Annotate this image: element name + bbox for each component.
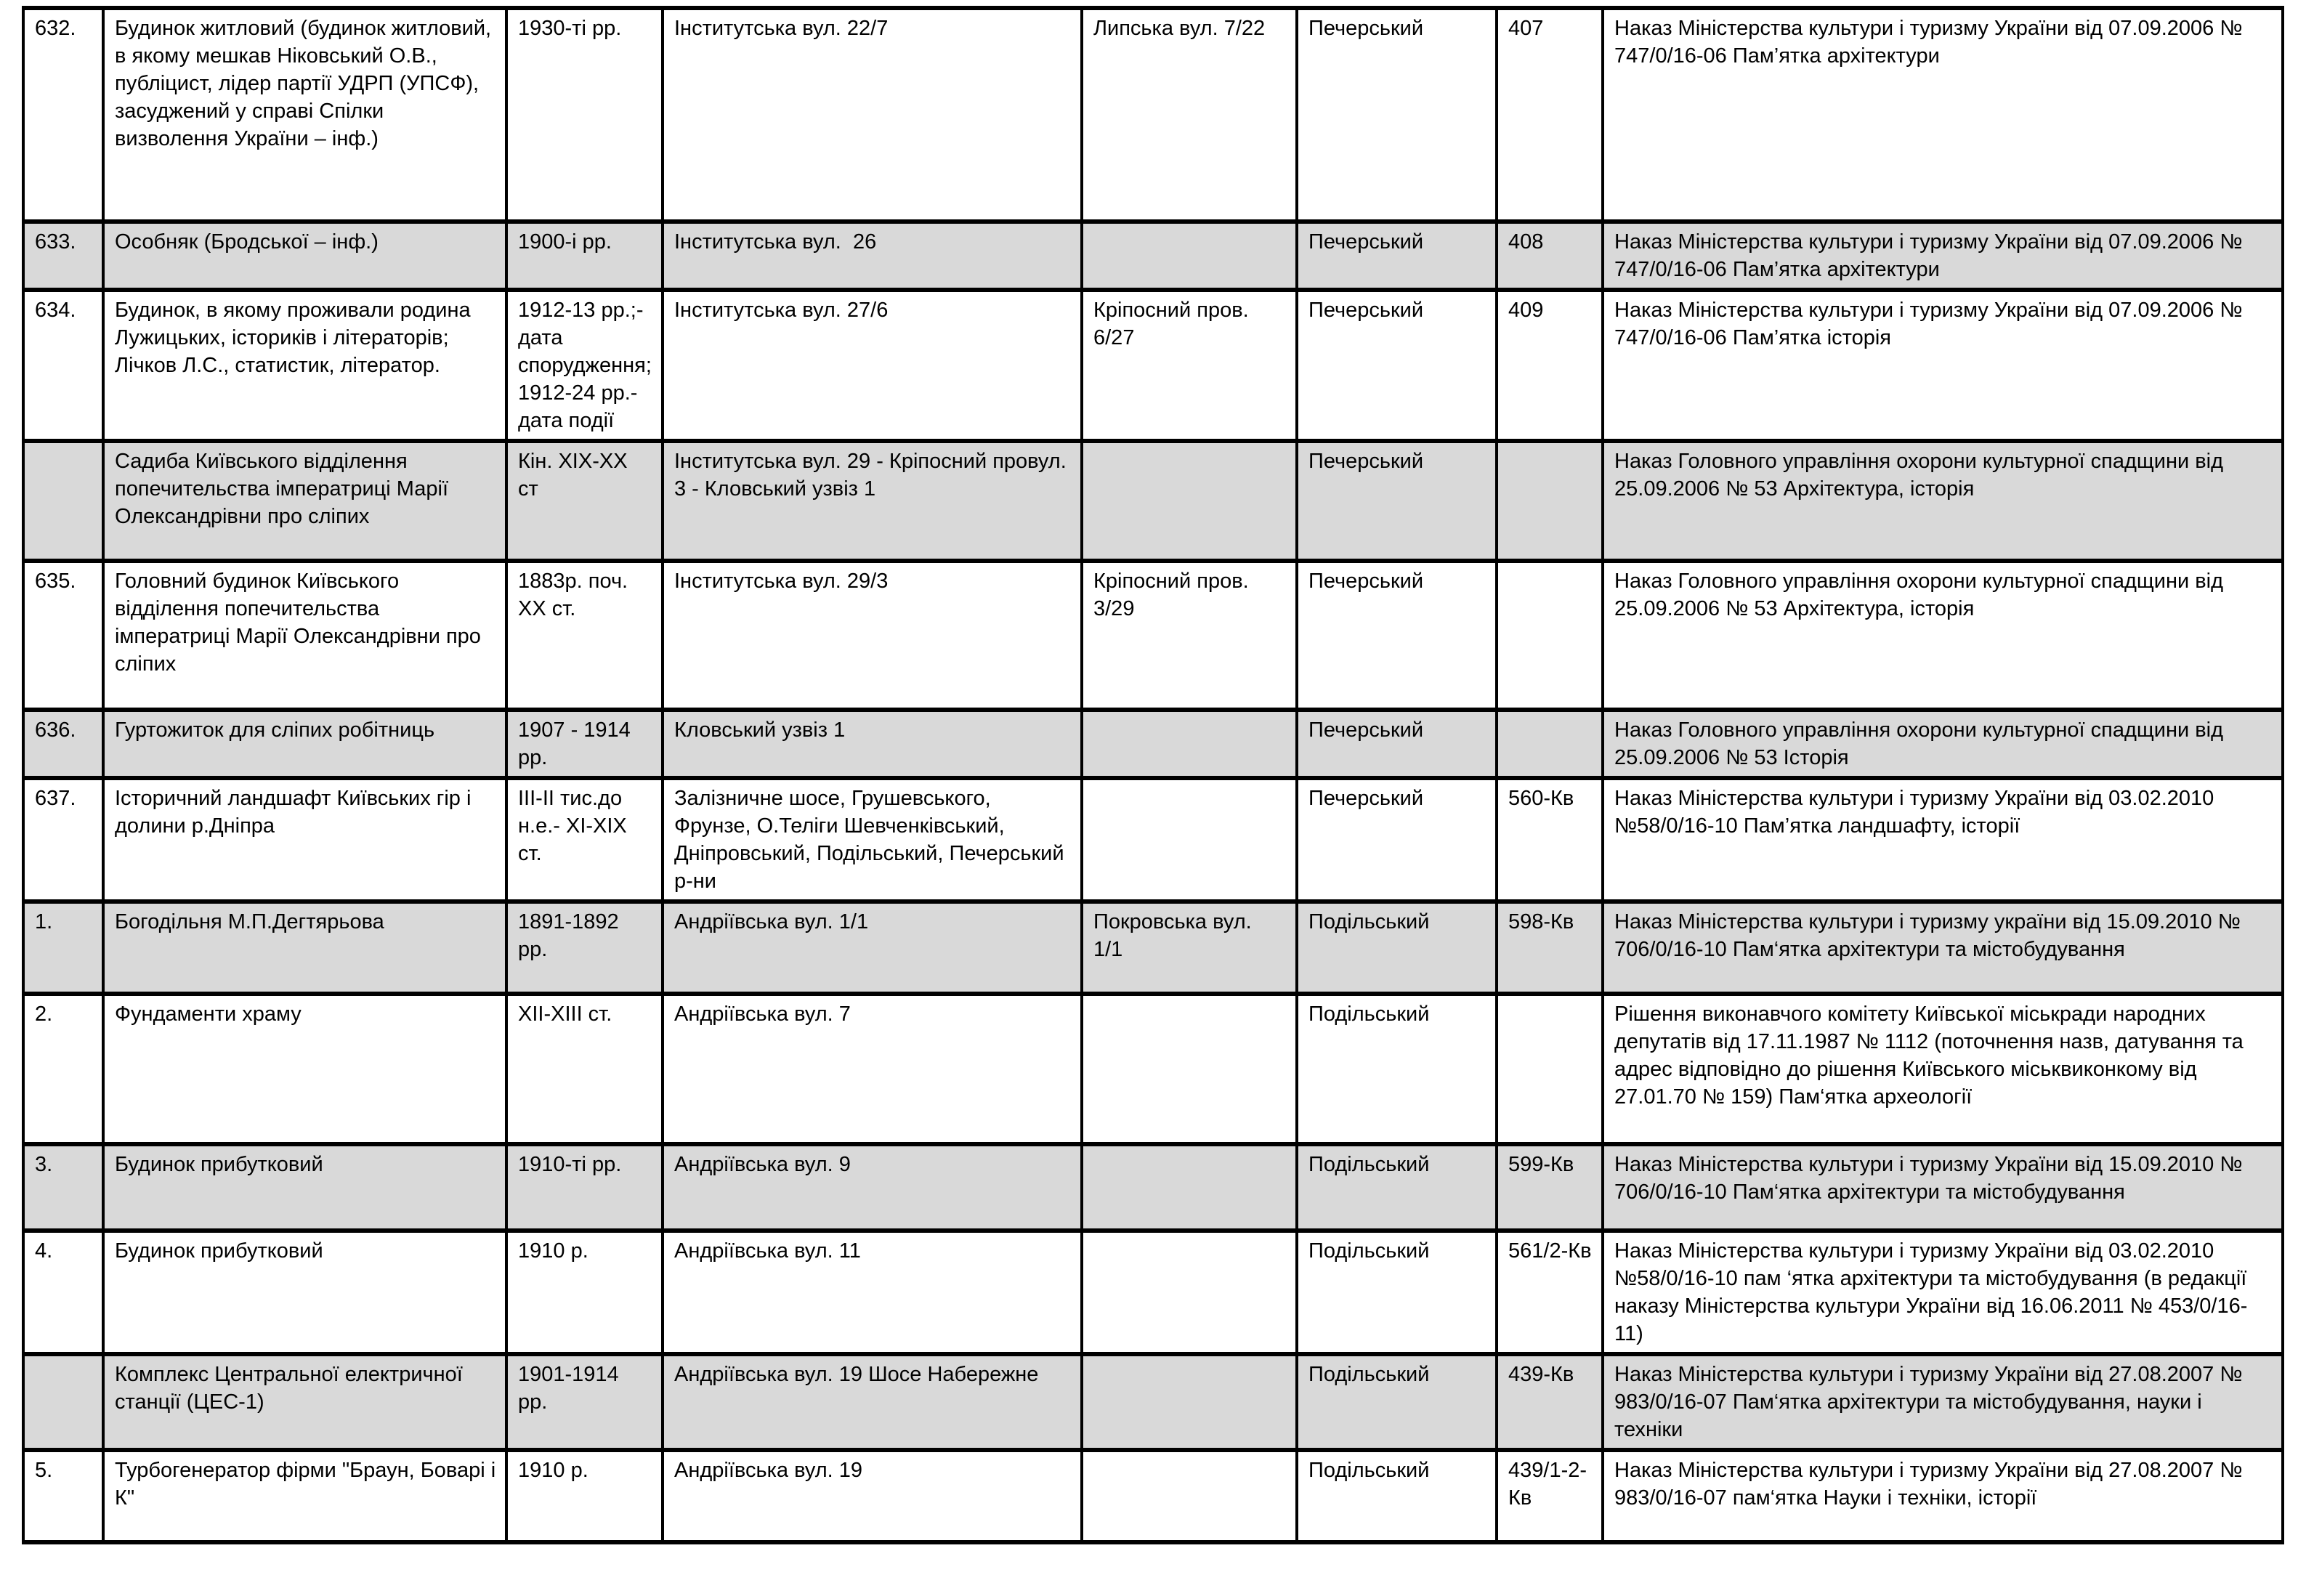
cell-document: Наказ Міністерства культури і туризму України від 07.09.2006 № 747/0/16-06 Пам’ятка архітектури <box>1603 8 2283 222</box>
table-row <box>23 994 2283 1144</box>
cell-name: Богодільня М.П.Дегтярьова <box>103 902 506 994</box>
cell-protection-number <box>1497 994 1603 1144</box>
cell-document: Наказ Міністерства культури і туризму України від 03.02.2010 №58/0/16-10 пам ‘ятка архітектури та містобудування (в редакції наказу Міністерства культури України від 16.06.2011 № 453/0/16-11) <box>1603 1231 2283 1354</box>
cell-district: Печерський <box>1297 710 1497 778</box>
cell-date: ХІІ-ХІІІ ст. <box>506 994 663 1144</box>
cell-name: Історичний ландшафт Київських гір і долини р.Дніпра <box>103 778 506 902</box>
cell-document: Наказ Головного управління охорони культурної спадщини від 25.09.2006 № 53 Архітектура, історія <box>1603 441 2283 561</box>
cell-district: Печерський <box>1297 8 1497 222</box>
cell-document: Рішення виконавчого комітету Київської міськради народних депутатів від 17.11.1987 № 1112 (поточнення назв, датування та адрес відповідно до рішення Київського міськвиконкому від 27.01.70 № 159) Пам‘ятка археології <box>1603 994 2283 1144</box>
cell-number: 632. <box>23 8 103 222</box>
cell-district: Подільський <box>1297 1354 1497 1450</box>
cell-date: 1900-і рр. <box>506 222 663 290</box>
table-row <box>23 778 2283 902</box>
table-row <box>23 1450 2283 1542</box>
cell-date: Кін. ХІХ-ХХ ст <box>506 441 663 561</box>
cell-protection-number <box>1497 441 1603 561</box>
cell-address: Інститутська вул. 29 - Кріпосний провул. 3 - Кловський узвіз 1 <box>663 441 1082 561</box>
cell-date: 1912-13 рр.;- дата спорудження; 1912-24 рр.- дата події <box>506 290 663 441</box>
table-row <box>23 710 2283 778</box>
cell-address-secondary: Кріпосний пров. 6/27 <box>1082 290 1297 441</box>
cell-district: Печерський <box>1297 441 1497 561</box>
cell-address-secondary <box>1082 441 1297 561</box>
cell-district: Печерський <box>1297 561 1497 710</box>
cell-document: Наказ Міністерства культури і туризму України від 03.02.2010 №58/0/16-10 Пам’ятка ландшафту, історії <box>1603 778 2283 902</box>
table-row <box>23 561 2283 710</box>
cell-name: Будинок, в якому проживали родина Лужицьких, істориків і літераторів; Лічков Л.С., статистик, літератор. <box>103 290 506 441</box>
cell-address: Залізничне шосе, Грушевського, Фрунзе, О.Теліги Шевченківський, Дніпровський, Подільський, Печерський р-ни <box>663 778 1082 902</box>
cell-address-secondary <box>1082 1144 1297 1231</box>
cell-district: Подільський <box>1297 994 1497 1144</box>
cell-name: Будинок прибутковий <box>103 1144 506 1231</box>
cell-address-secondary <box>1082 1231 1297 1354</box>
cell-date: 1883р. поч. ХХ ст. <box>506 561 663 710</box>
cell-protection-number: 439/1-2-Кв <box>1497 1450 1603 1542</box>
monuments-table <box>22 6 2284 1544</box>
cell-date: ІІІ-ІІ тис.до н.е.- ХІ-ХІХ ст. <box>506 778 663 902</box>
cell-name: Головний будинок Київського відділення попечительства імператриці Марії Олександрівни про сліпих <box>103 561 506 710</box>
cell-district: Подільський <box>1297 1450 1497 1542</box>
cell-date: 1891-1892 рр. <box>506 902 663 994</box>
table-row <box>23 1231 2283 1354</box>
cell-date: 1930-ті рр. <box>506 8 663 222</box>
cell-address-secondary <box>1082 222 1297 290</box>
cell-document: Наказ Головного управління охорони культурної спадщини від 25.09.2006 № 53 Історія <box>1603 710 2283 778</box>
cell-protection-number <box>1497 561 1603 710</box>
cell-protection-number: 409 <box>1497 290 1603 441</box>
cell-date: 1910 р. <box>506 1450 663 1542</box>
cell-document: Наказ Міністерства культури і туризму України від 07.09.2006 № 747/0/16-06 Пам’ятка історія <box>1603 290 2283 441</box>
cell-name: Гуртожиток для сліпих робітниць <box>103 710 506 778</box>
cell-address-secondary <box>1082 710 1297 778</box>
cell-number: 5. <box>23 1450 103 1542</box>
cell-address-secondary <box>1082 1450 1297 1542</box>
cell-protection-number <box>1497 710 1603 778</box>
cell-document: Наказ Міністерства культури і туризму України від 27.08.2007 № 983/0/16-07 Пам‘ятка архітектури та містобудування, науки і техніки <box>1603 1354 2283 1450</box>
cell-name: Турбогенератор фірми "Браун, Боварі і К" <box>103 1450 506 1542</box>
cell-address: Інститутська вул. 22/7 <box>663 8 1082 222</box>
cell-number <box>23 441 103 561</box>
cell-address: Андріївська вул. 7 <box>663 994 1082 1144</box>
cell-number <box>23 1354 103 1450</box>
cell-date: 1910-ті рр. <box>506 1144 663 1231</box>
cell-address: Інститутська вул. 26 <box>663 222 1082 290</box>
table-row <box>23 1144 2283 1231</box>
cell-address: Інститутська вул. 29/3 <box>663 561 1082 710</box>
cell-date: 1901-1914 рр. <box>506 1354 663 1450</box>
cell-date: 1907 - 1914 рр. <box>506 710 663 778</box>
monuments-table-body <box>23 8 2283 1542</box>
cell-address: Андріївська вул. 19 Шосе Набережне <box>663 1354 1082 1450</box>
cell-number: 634. <box>23 290 103 441</box>
cell-address: Андріївська вул. 9 <box>663 1144 1082 1231</box>
cell-district: Подільський <box>1297 902 1497 994</box>
table-row <box>23 222 2283 290</box>
cell-number: 635. <box>23 561 103 710</box>
cell-name: Особняк (Бродської – інф.) <box>103 222 506 290</box>
table-row <box>23 902 2283 994</box>
cell-protection-number: 560-Кв <box>1497 778 1603 902</box>
cell-number: 3. <box>23 1144 103 1231</box>
cell-address: Андріївська вул. 11 <box>663 1231 1082 1354</box>
cell-address: Андріївська вул. 1/1 <box>663 902 1082 994</box>
cell-document: Наказ Міністерства культури і туризму україни від 15.09.2010 № 706/0/16-10 Пам‘ятка архітектури та містобудування <box>1603 902 2283 994</box>
cell-name: Будинок прибутковий <box>103 1231 506 1354</box>
cell-address-secondary: Липська вул. 7/22 <box>1082 8 1297 222</box>
cell-document: Наказ Міністерства культури і туризму України від 15.09.2010 № 706/0/16-10 Пам‘ятка архітектури та містобудування <box>1603 1144 2283 1231</box>
cell-document: Наказ Головного управління охорони культурної спадщини від 25.09.2006 № 53 Архітектура, історія <box>1603 561 2283 710</box>
table-row <box>23 1354 2283 1450</box>
table-row <box>23 441 2283 561</box>
cell-district: Печерський <box>1297 290 1497 441</box>
cell-district: Печерський <box>1297 778 1497 902</box>
cell-protection-number: 561/2-Кв <box>1497 1231 1603 1354</box>
cell-number: 2. <box>23 994 103 1144</box>
cell-address: Андріївська вул. 19 <box>663 1450 1082 1542</box>
cell-name: Будинок житловий (будинок житловий, в якому мешкав Ніковський О.В., публіцист, лідер партії УДРП (УПСФ), засуджений у справі Спілки визволення України – інф.) <box>103 8 506 222</box>
cell-number: 633. <box>23 222 103 290</box>
cell-protection-number: 408 <box>1497 222 1603 290</box>
cell-number: 637. <box>23 778 103 902</box>
cell-name: Фундаменти храму <box>103 994 506 1144</box>
document-page <box>22 6 2284 1544</box>
cell-protection-number: 407 <box>1497 8 1603 222</box>
table-row <box>23 8 2283 222</box>
cell-name: Садиба Київського відділення попечительства імператриці Марії Олександрівни про сліпих <box>103 441 506 561</box>
cell-address-secondary: Кріпосний пров. 3/29 <box>1082 561 1297 710</box>
cell-district: Подільський <box>1297 1231 1497 1354</box>
cell-number: 636. <box>23 710 103 778</box>
cell-protection-number: 598-Кв <box>1497 902 1603 994</box>
cell-address-secondary <box>1082 1354 1297 1450</box>
cell-document: Наказ Міністерства культури і туризму України від 07.09.2006 № 747/0/16-06 Пам’ятка архітектури <box>1603 222 2283 290</box>
cell-name: Комплекс Центральної електричної станції (ЦЕС-1) <box>103 1354 506 1450</box>
cell-document: Наказ Міністерства культури і туризму України від 27.08.2007 № 983/0/16-07 пам‘ятка Науки і техніки, історії <box>1603 1450 2283 1542</box>
cell-protection-number: 439-Кв <box>1497 1354 1603 1450</box>
cell-address-secondary: Покровська вул. 1/1 <box>1082 902 1297 994</box>
cell-address: Кловський узвіз 1 <box>663 710 1082 778</box>
cell-district: Подільський <box>1297 1144 1497 1231</box>
cell-number: 1. <box>23 902 103 994</box>
cell-district: Печерський <box>1297 222 1497 290</box>
cell-address-secondary <box>1082 994 1297 1144</box>
cell-address-secondary <box>1082 778 1297 902</box>
cell-address: Інститутська вул. 27/6 <box>663 290 1082 441</box>
table-row <box>23 290 2283 441</box>
cell-number: 4. <box>23 1231 103 1354</box>
cell-date: 1910 р. <box>506 1231 663 1354</box>
cell-protection-number: 599-Кв <box>1497 1144 1603 1231</box>
